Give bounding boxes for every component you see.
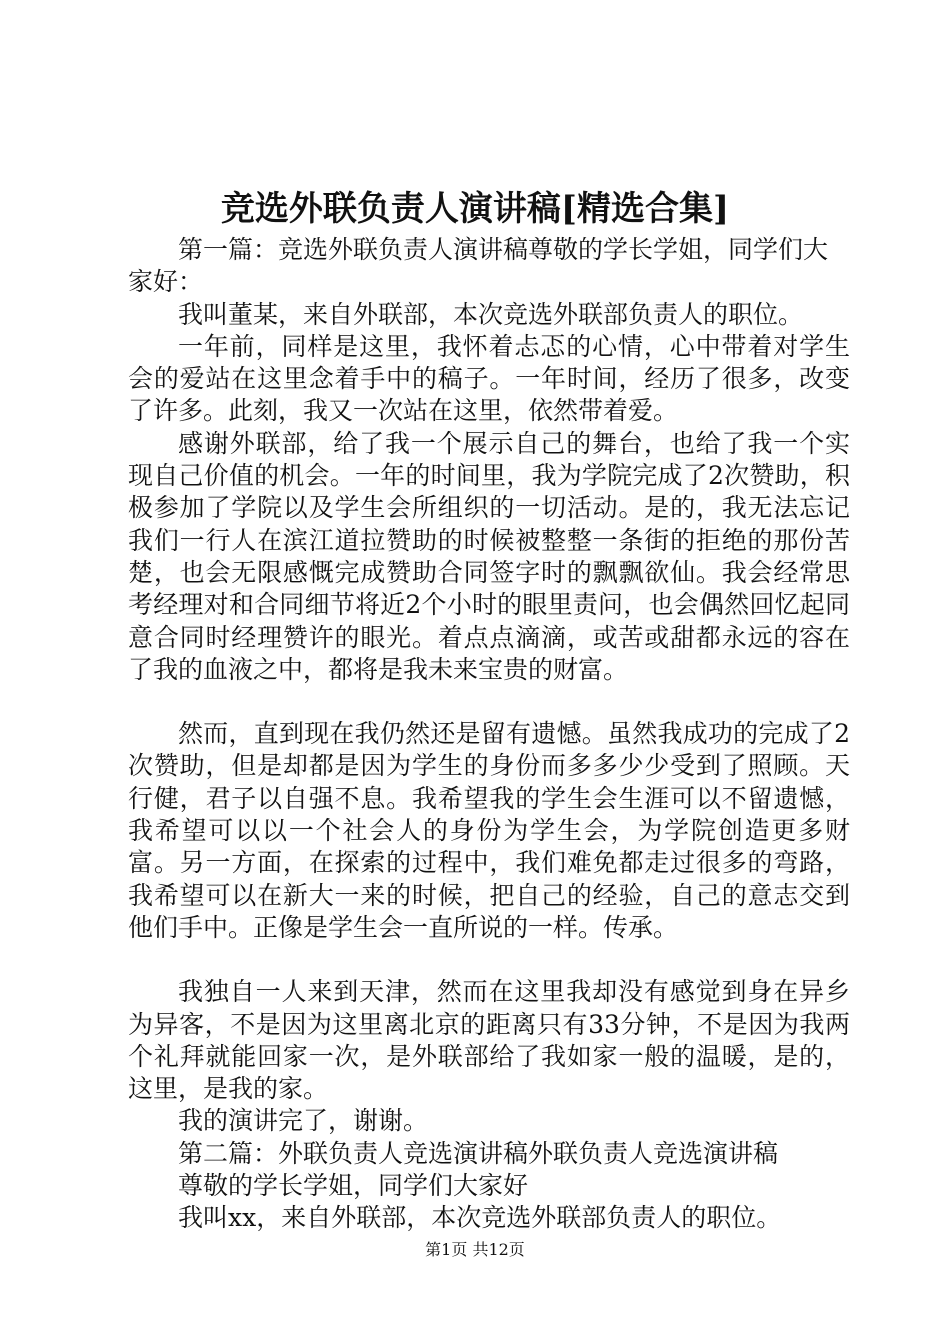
document-body — [128, 234, 850, 1235]
paragraph: 我叫董某，来自外联部，本次竞选外联部负责人的职位。 — [178, 299, 804, 329]
paragraph: 然而，直到现在我仍然还是留有遗憾。虽然我成功的完成了2次赞助，但是却都是因为学生的身份而多多少少受到了照顾。天行健，君子以自强不息。我希望我的学生会生涯可以不留遗憾，我希望可以以一个社会人的身份为学生会，为学院创造更多财富。另一方面，在探索的过程中，我们难免都走过很多的弯路，我希望可以在新大一来的时候，把自己的经验，自己的意志交到他们手中。正像是学生会一直所说的一样。传承。 — [128, 719, 850, 942]
paragraph: 感谢外联部，给了我一个展示自己的舞台，也给了我一个实现自己价值的机会。一年的时间里，我为学院完成了2次赞助，积极参加了学院以及学生会所组织的一切活动。是的，我无法忘记我们一行人在滨江道拉赞助的时候被整整一条街的拒绝的那份苦楚，也会无限感慨完成赞助合同签字时的飘飘欲仙。我会经常思考经理对和合同细节将近2个小时的眼里责问，也会偶然回忆起同意合同时经理赞许的眼光。着点点滴滴，或苦或甜都永远的容在了我的血液之中，都将是我未来宝贵的财富。 — [128, 428, 850, 684]
paragraph: 我独自一人来到天津，然而在这里我却没有感觉到身在异乡为异客，不是因为这里离北京的距离只有33分钟，不是因为我两个礼拜就能回家一次，是外联部给了我如家一般的温暖，是的，这里，是我的家。 — [128, 977, 850, 1104]
paragraph: 我的演讲完了，谢谢。 — [178, 1106, 429, 1136]
paragraph: 第二篇：外联负责人竞选演讲稿外联负责人竞选演讲稿 — [178, 1138, 779, 1168]
document-title: 竞选外联负责人演讲稿[精选合集] — [220, 189, 730, 229]
page-number: 第1页 共12页 — [425, 1240, 525, 1259]
paragraph: 一年前，同样是这里，我怀着忐忑的心情，心中带着对学生会的爱站在这里念着手中的稿子。一年时间，经历了很多，改变了许多。此刻，我又一次站在这里，依然带着爱。 — [128, 331, 850, 426]
paragraph: 尊敬的学长学姐，同学们大家好 — [178, 1171, 529, 1201]
paragraph: 我叫xx，来自外联部，本次竞选外联部负责人的职位。 — [178, 1203, 782, 1233]
paragraph: 第一篇：竞选外联负责人演讲稿尊敬的学长学姐，同学们大家好： — [128, 235, 829, 297]
